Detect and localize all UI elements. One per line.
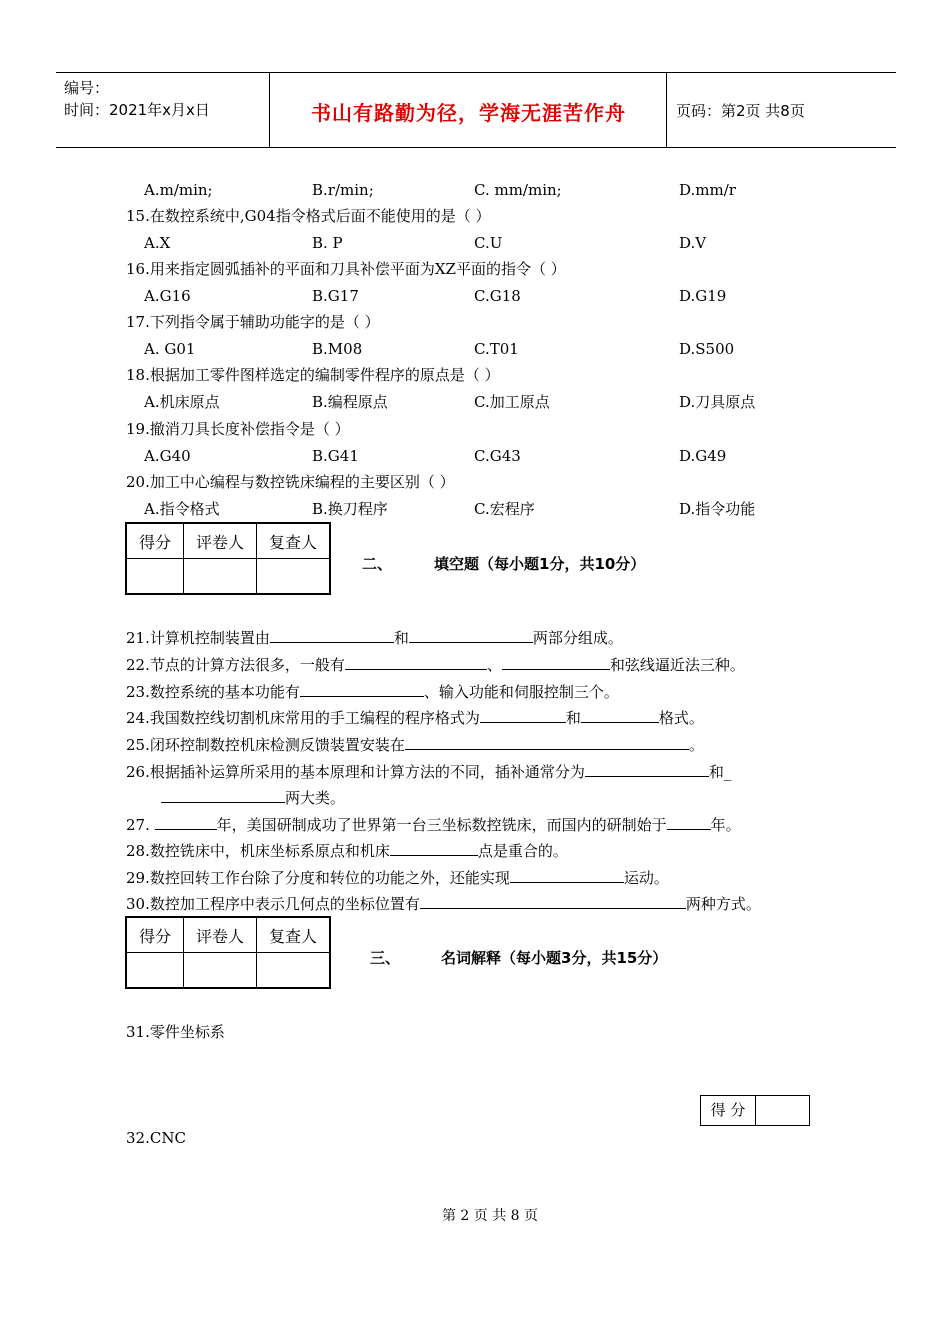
- answer-blank[interactable]: [345, 654, 487, 670]
- grader-cell[interactable]: [184, 559, 257, 595]
- q20-option-c: C.宏程序: [474, 500, 535, 518]
- doc-number: 编号：: [64, 79, 110, 97]
- q16-option-b: B.G17: [312, 287, 359, 305]
- q15-option-d: D.V: [679, 234, 707, 252]
- q17-option-d: D.S500: [679, 340, 735, 358]
- q14-option-d: D.mm/r: [679, 181, 736, 199]
- q20-option-d: D.指令功能: [679, 500, 756, 518]
- answer-blank[interactable]: [502, 654, 610, 670]
- question-21: 21.计算机控制装置由 和 两部分组成。: [126, 629, 623, 647]
- page-footer: 第 2 页 共 8 页: [441, 1208, 539, 1224]
- q20-option-b: B.换刀程序: [312, 500, 388, 518]
- question-23: 23.数控系统的基本功能有 、输入功能和伺服控制三个。: [126, 683, 619, 701]
- score-header: 得分: [126, 523, 184, 559]
- q17-option-c: C.T01: [474, 340, 519, 358]
- doc-time: 时间：2021年x月x日: [64, 101, 210, 119]
- question-28: 28.数控铣床中，机床坐标系原点和机床 点是重合的。: [126, 842, 568, 860]
- reviewer-cell[interactable]: [257, 953, 331, 989]
- answer-blank[interactable]: [581, 707, 659, 723]
- header-info: [64, 77, 210, 121]
- answer-blank[interactable]: [409, 627, 533, 643]
- q20-option-a: A.指令格式: [144, 500, 220, 518]
- grader-header: 评卷人: [184, 523, 257, 559]
- section-3-number: 三、: [370, 949, 401, 967]
- header-divider: [269, 73, 270, 147]
- reviewer-header: 复查人: [257, 917, 331, 953]
- q19-option-b: B.G41: [312, 447, 359, 465]
- question-19: 19.撤消刀具长度补偿指令是（ ）: [126, 420, 350, 438]
- answer-blank[interactable]: [420, 893, 686, 909]
- question-24: 24.我国数控线切割机床常用的手工编程的程序格式为 和 格式。: [126, 709, 704, 727]
- score-cell[interactable]: [126, 953, 184, 989]
- score-table-section-3: [125, 916, 331, 989]
- grader-header: 评卷人: [184, 917, 257, 953]
- score-box-input[interactable]: [756, 1096, 809, 1125]
- q16-option-a: A.G16: [144, 287, 191, 305]
- q18-option-c: C.加工原点: [474, 393, 550, 411]
- question-15: 15.在数控系统中,G04指令格式后面不能使用的是（ ）: [126, 207, 491, 225]
- question-32: 32.CNC: [126, 1129, 186, 1147]
- reviewer-header: 复查人: [257, 523, 331, 559]
- question-22: 22.节点的计算方法很多，一般有 、 和弦线逼近法三种。: [126, 656, 745, 674]
- question-26-continued: 两大类。: [161, 787, 345, 808]
- q19-option-a: A.G40: [144, 447, 191, 465]
- section-3-title: 名词解释（每小题3分，共15分）: [441, 949, 668, 967]
- q15-option-b: B. P: [312, 234, 343, 252]
- header-divider: [666, 73, 667, 147]
- header-motto: 书山有路勤为径，学海无涯苦作舟: [311, 101, 626, 125]
- answer-blank[interactable]: [510, 867, 624, 883]
- q14-option-b: B.r/min;: [312, 181, 374, 199]
- q15-option-a: A.X: [144, 234, 171, 252]
- score-header: 得分: [126, 917, 184, 953]
- answer-blank[interactable]: [480, 707, 566, 723]
- q19-option-c: C.G43: [474, 447, 521, 465]
- question-31: 31.零件坐标系: [126, 1023, 225, 1041]
- page-header: [56, 72, 896, 148]
- answer-blank[interactable]: [405, 734, 689, 750]
- q14-option-c: C. mm/min;: [474, 181, 562, 199]
- answer-blank[interactable]: [390, 840, 478, 856]
- header-page-number: 页码：第2页 共8页: [676, 102, 805, 120]
- q16-option-c: C.G18: [474, 287, 521, 305]
- q18-option-b: B.编程原点: [312, 393, 388, 411]
- question-17: 17.下列指令属于辅助功能字的是（ ）: [126, 313, 380, 331]
- section-2-number: 二、: [362, 555, 393, 573]
- score-table-section-2: [125, 522, 331, 595]
- q17-option-b: B.M08: [312, 340, 363, 358]
- q18-option-a: A.机床原点: [144, 393, 220, 411]
- q16-option-d: D.G19: [679, 287, 727, 305]
- question-16: 16.用来指定圆弧插补的平面和刀具补偿平面为XZ平面的指令（ ）: [126, 260, 566, 278]
- answer-blank[interactable]: [585, 761, 709, 777]
- score-cell[interactable]: [126, 559, 184, 595]
- q18-option-d: D.刀具原点: [679, 393, 756, 411]
- q14-option-a: A.m/min;: [144, 181, 213, 199]
- q15-option-c: C.U: [474, 234, 503, 252]
- question-30: 30.数控加工程序中表示几何点的坐标位置有 两种方式。: [126, 895, 761, 913]
- question-27: 27. 年，美国研制成功了世界第一台三坐标数控铣床，而国内的研制始于 年。: [126, 816, 741, 834]
- question-20: 20.加工中心编程与数控铣床编程的主要区别（ ）: [126, 473, 455, 491]
- answer-blank[interactable]: [667, 814, 711, 830]
- question-29: 29.数控回转工作台除了分度和转位的功能之外，还能实现 运动。: [126, 869, 669, 887]
- question-25: 25.闭环控制数控机床检测反馈装置安装在 。: [126, 736, 704, 754]
- reviewer-cell[interactable]: [257, 559, 331, 595]
- answer-blank[interactable]: [155, 814, 217, 830]
- section-2-title: 填空题（每小题1分，共10分）: [434, 555, 646, 573]
- question-26: 26.根据插补运算所采用的基本原理和计算方法的不同，插补通常分为 和_: [126, 763, 732, 781]
- question-18: 18.根据加工零件图样选定的编制零件程序的原点是（ ）: [126, 366, 500, 384]
- q19-option-d: D.G49: [679, 447, 727, 465]
- answer-blank[interactable]: [300, 681, 424, 697]
- question-score-box: [700, 1095, 810, 1126]
- score-box-label: 得 分: [701, 1096, 756, 1125]
- answer-blank[interactable]: [161, 787, 285, 803]
- answer-blank[interactable]: [270, 627, 394, 643]
- grader-cell[interactable]: [184, 953, 257, 989]
- q17-option-a: A. G01: [144, 340, 196, 358]
